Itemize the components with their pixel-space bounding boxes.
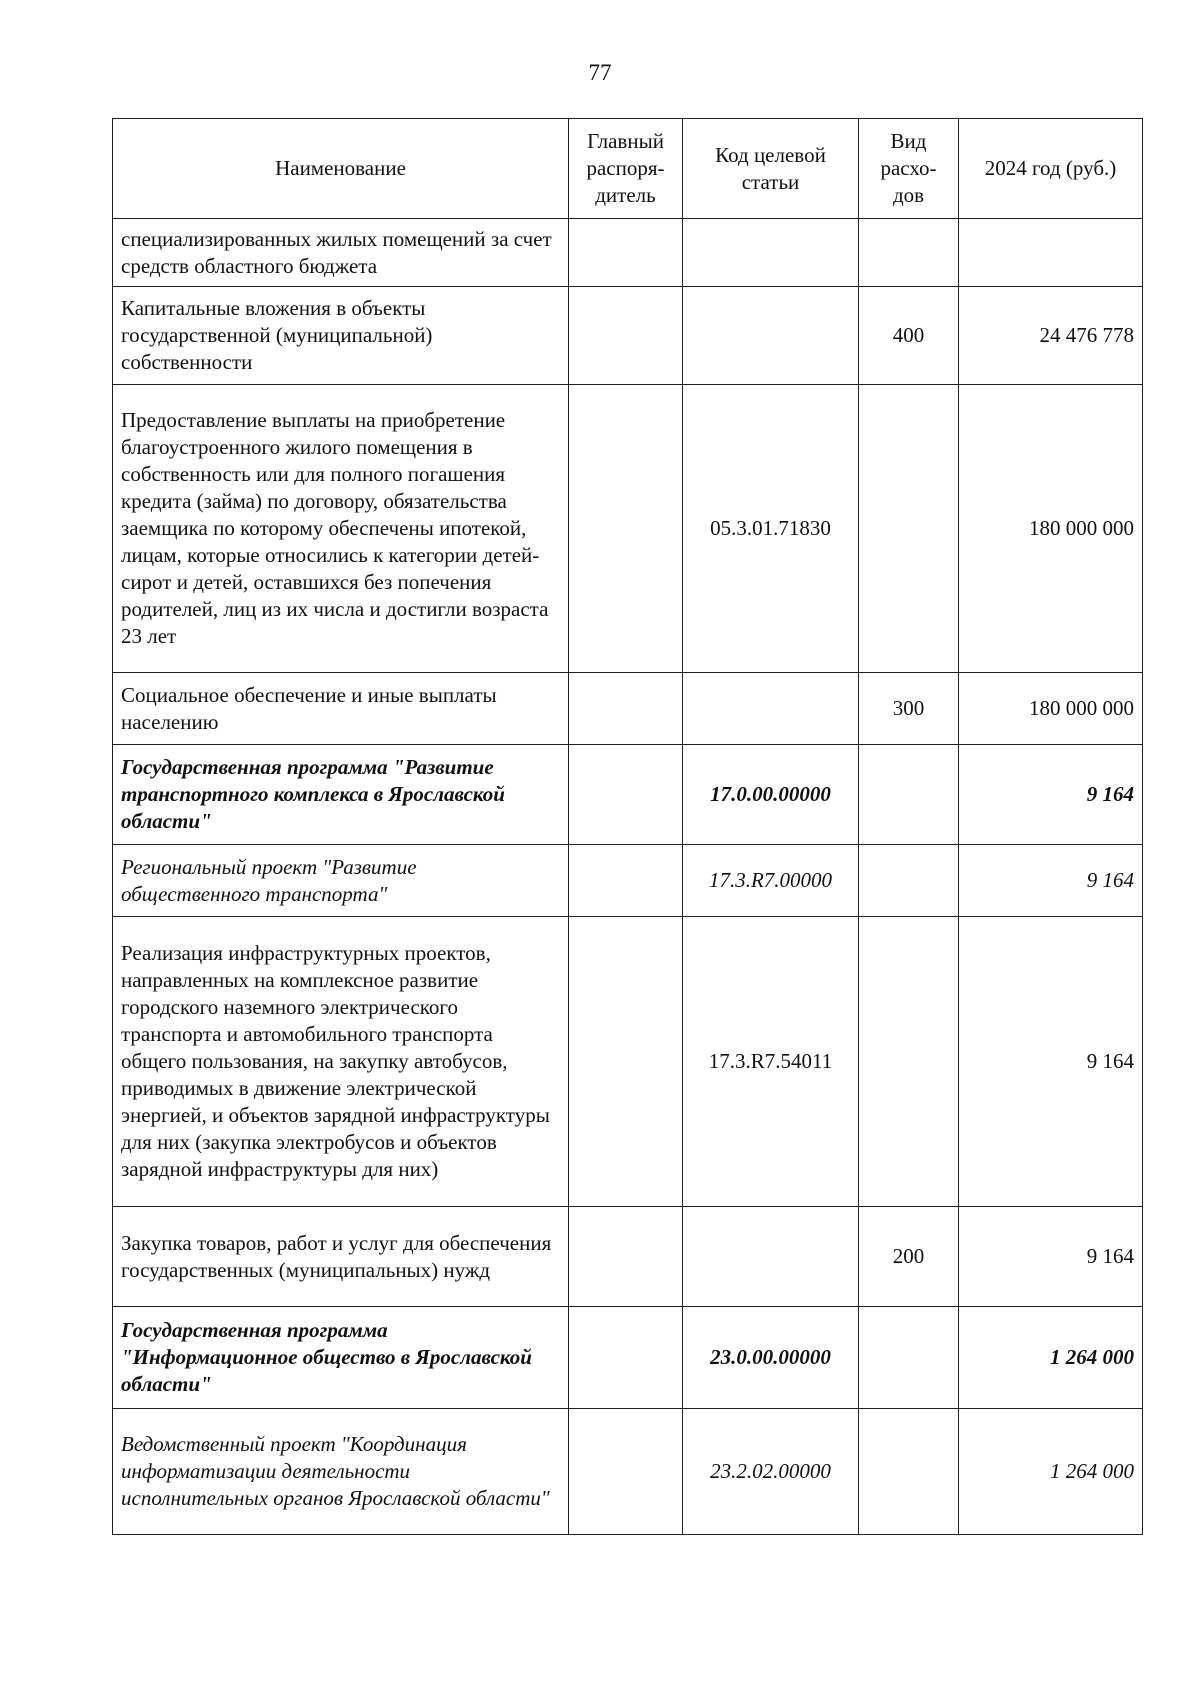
row-name: Капитальные вложения в объекты государственной (муниципальной) собственности bbox=[113, 287, 569, 385]
row-sum bbox=[959, 219, 1143, 287]
row-kind: 200 bbox=[859, 1207, 959, 1307]
row-code bbox=[683, 219, 859, 287]
row-admin bbox=[569, 745, 683, 845]
row-kind: 400 bbox=[859, 287, 959, 385]
row-sum: 180 000 000 bbox=[959, 385, 1143, 673]
header-kind: Вид расхо-дов bbox=[859, 119, 959, 219]
table-row-program bbox=[113, 745, 1143, 845]
row-code: 05.3.01.71830 bbox=[683, 385, 859, 673]
row-name: Социальное обеспечение и иные выплаты населению bbox=[113, 673, 569, 745]
row-admin bbox=[569, 845, 683, 917]
page-number: 77 bbox=[588, 60, 612, 85]
table-row bbox=[113, 385, 1143, 673]
row-kind bbox=[859, 219, 959, 287]
row-sum: 9 164 bbox=[959, 917, 1143, 1207]
row-name: специализированных жилых помещений за счет средств областного бюджета bbox=[113, 219, 569, 287]
header-sum: 2024 год (руб.) bbox=[959, 119, 1143, 219]
table-row bbox=[113, 219, 1143, 287]
row-admin bbox=[569, 673, 683, 745]
row-sum: 9 164 bbox=[959, 745, 1143, 845]
row-kind bbox=[859, 385, 959, 673]
row-admin bbox=[569, 287, 683, 385]
row-admin bbox=[569, 1307, 683, 1409]
row-sum: 9 164 bbox=[959, 1207, 1143, 1307]
header-name: Наименование bbox=[113, 119, 569, 219]
table-row bbox=[113, 917, 1143, 1207]
row-sum: 180 000 000 bbox=[959, 673, 1143, 745]
row-code: 23.2.02.00000 bbox=[683, 1409, 859, 1535]
table-row bbox=[113, 287, 1143, 385]
row-code: 17.3.R7.00000 bbox=[683, 845, 859, 917]
row-code: 17.3.R7.54011 bbox=[683, 917, 859, 1207]
table-row bbox=[113, 673, 1143, 745]
row-kind bbox=[859, 1307, 959, 1409]
row-name: Закупка товаров, работ и услуг для обеспечения государственных (муниципальных) нужд bbox=[113, 1207, 569, 1307]
row-kind bbox=[859, 745, 959, 845]
row-sum: 1 264 000 bbox=[959, 1409, 1143, 1535]
row-code bbox=[683, 1207, 859, 1307]
row-kind bbox=[859, 1409, 959, 1535]
row-sum: 9 164 bbox=[959, 845, 1143, 917]
header-code: Код целевой статьи bbox=[683, 119, 859, 219]
row-code bbox=[683, 287, 859, 385]
row-name: Государственная программа "Информационное общество в Ярославской области" bbox=[113, 1307, 569, 1409]
row-admin bbox=[569, 385, 683, 673]
row-kind bbox=[859, 917, 959, 1207]
row-name: Предоставление выплаты на приобретение благоустроенного жилого помещения в собственность или для полного погашения кредита (займа) по договору, обязательства заемщика по которому обеспечены ипотекой, лицам, которые относились к категории детей-сирот и детей, оставшихся без попечения родителей, лиц из их числа и достигли возраста 23 лет bbox=[113, 385, 569, 673]
budget-table bbox=[112, 118, 1143, 1535]
row-name: Ведомственный проект "Координация информатизации деятельности исполнительных органов Ярославской области" bbox=[113, 1409, 569, 1535]
row-name: Реализация инфраструктурных проектов, направленных на комплексное развитие городского наземного электрического транспорта и автомобильного транспорта общего пользования, на закупку автобусов, приводимых в движение электрической энергией, и объектов зарядной инфраструктуры для них (закупка электробусов и объектов зарядной инфраструктуры для них) bbox=[113, 917, 569, 1207]
table-row-project bbox=[113, 845, 1143, 917]
table-row-project bbox=[113, 1409, 1143, 1535]
row-admin bbox=[569, 1409, 683, 1535]
row-code: 23.0.00.00000 bbox=[683, 1307, 859, 1409]
row-kind: 300 bbox=[859, 673, 959, 745]
row-code bbox=[683, 673, 859, 745]
table-row bbox=[113, 1207, 1143, 1307]
row-name: Региональный проект "Развитие общественного транспорта" bbox=[113, 845, 569, 917]
row-name: Государственная программа "Развитие транспортного комплекса в Ярославской области" bbox=[113, 745, 569, 845]
row-sum: 1 264 000 bbox=[959, 1307, 1143, 1409]
table-row-program bbox=[113, 1307, 1143, 1409]
row-admin bbox=[569, 917, 683, 1207]
row-admin bbox=[569, 1207, 683, 1307]
row-sum: 24 476 778 bbox=[959, 287, 1143, 385]
row-kind bbox=[859, 845, 959, 917]
header-admin: Главный распоря-дитель bbox=[569, 119, 683, 219]
row-admin bbox=[569, 219, 683, 287]
table-header-row bbox=[113, 119, 1143, 219]
row-code: 17.0.00.00000 bbox=[683, 745, 859, 845]
